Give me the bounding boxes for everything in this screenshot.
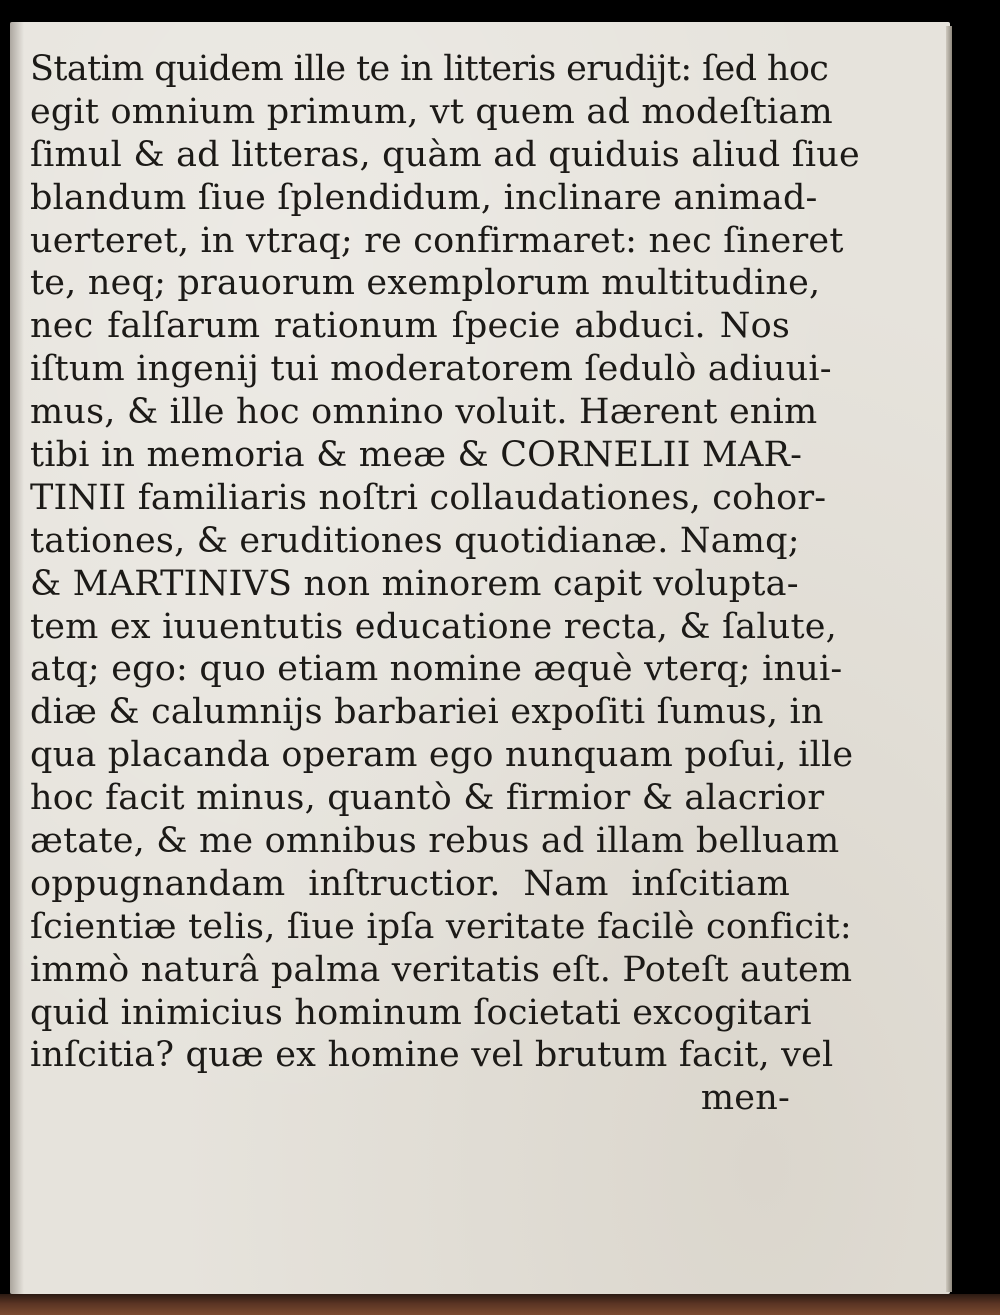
text-line-2: egit omnium primum, vt quem ad modeſtiam xyxy=(30,91,833,132)
text-line-22: immò naturâ palma veritatis eſt. Poteſt autem xyxy=(30,949,853,990)
text-line-1: Statim quidem ille te in litteris erudijt: ſed hoc xyxy=(30,49,829,89)
text-line-24: inſcitia? quæ ex homine vel brutum facit, vel xyxy=(30,1035,834,1076)
book-cover-edge xyxy=(0,1294,1000,1315)
text-line-11: TINII familiaris noſtri collaudationes, cohor- xyxy=(30,477,827,518)
text-line-8: iſtum ingenij tui moderatorem ſedulò adiuui- xyxy=(30,349,832,390)
text-line-23: quid inimicius hominum ſocietati excogitari xyxy=(30,992,812,1033)
page-text-block xyxy=(30,48,860,1120)
text-line-12: tationes, & eruditiones quotidianæ. Namq; xyxy=(30,520,800,561)
text-line-18: hoc facit minus, quantò & firmior & alacrior xyxy=(30,778,825,819)
text-line-13: & MARTINIVS non minorem capit volupta- xyxy=(30,563,799,604)
text-line-17: qua placanda operam ego nunquam poſui, ille xyxy=(30,735,854,776)
text-line-9: mus, & ille hoc omnino voluit. Hærent enim xyxy=(30,392,818,433)
text-line-4: blandum ſiue ſplendidum, inclinare animad- xyxy=(30,177,818,218)
text-line-20: oppugnandam inſtructior. Nam inſcitiam xyxy=(30,863,790,904)
text-line-6: te, neq; prauorum exemplorum multitudine, xyxy=(30,263,821,304)
text-line-3: ſimul & ad litteras, quàm ad quiduis aliud ſiue xyxy=(30,134,860,175)
page-edge xyxy=(946,26,952,1292)
text-line-14: tem ex iuuentutis educatione recta, & ſalute, xyxy=(30,606,837,647)
text-line-7: nec falſarum rationum ſpecie abduci. Nos xyxy=(30,306,790,347)
page-gutter-shadow xyxy=(10,22,24,1294)
text-line-5: uerteret, in vtraq; re confirmaret: nec ſineret xyxy=(30,220,844,261)
text-line-15: atq; ego: quo etiam nomine æquè vterq; inui- xyxy=(30,649,843,690)
catchword: men- xyxy=(700,1078,790,1119)
text-line-10: tibi in memoria & meæ & CORNELII MAR- xyxy=(30,435,803,476)
text-line-16: diæ & calumnijs barbariei expoſiti ſumus, in xyxy=(30,692,824,733)
text-line-19: ætate, & me omnibus rebus ad illam belluam xyxy=(30,821,840,862)
text-line-21: ſcientiæ telis, ſiue ipſa veritate facilè conficit: xyxy=(30,906,852,947)
